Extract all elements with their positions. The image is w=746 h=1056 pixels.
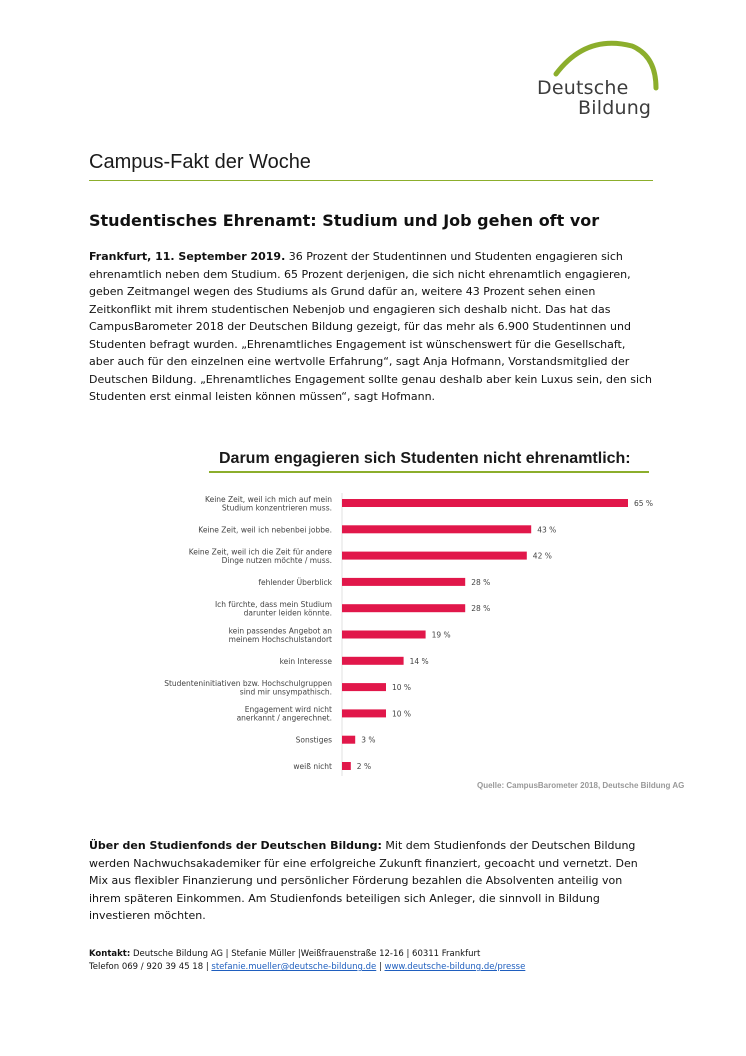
category-label-0: Keine Zeit, weil ich mich auf mein <box>205 494 332 504</box>
category-label-8: anerkannt / angerechnet. <box>236 713 332 723</box>
logo-line-1: Deutsche <box>537 77 629 99</box>
about-line: ihrem späteren Einkommen. Am Studienfonds beteiligen sich Anleger, die sinnvoll in Bildung <box>89 891 600 905</box>
category-label-1: Keine Zeit, weil ich nebenbei jobbe. <box>198 525 332 535</box>
bar-7 <box>342 683 386 691</box>
logo-line-2: Bildung <box>578 97 652 119</box>
category-label-8: Engagement wird nicht <box>244 705 332 715</box>
category-label-3: fehlender Überblick <box>258 577 332 587</box>
about-line: investieren möchten. <box>89 909 206 922</box>
intro-line: ehrenamtlich neben dem Studium. 65 Prozent derjenigen, die sich nicht ehrenamtlich engagieren, <box>89 267 631 281</box>
bar-5 <box>342 631 426 639</box>
chart-title: Darum engagieren sich Studenten nicht ehrenamtlich: <box>219 450 631 467</box>
value-label-8: 10 % <box>392 709 412 719</box>
category-label-2: Keine Zeit, weil ich die Zeit für andere <box>188 547 332 557</box>
contact-line-1: Kontakt: Deutsche Bildung AG | Stefanie Müller |Weißfrauenstraße 12-16 | 60311 Frankfurt <box>89 949 481 959</box>
contact-block <box>89 948 525 974</box>
value-label-7: 10 % <box>392 683 412 693</box>
bar-9 <box>342 736 355 744</box>
value-label-0: 65 % <box>634 499 654 508</box>
category-label-5: meinem Hochschulstandort <box>228 634 332 644</box>
bar-4 <box>342 604 465 612</box>
intro-line: geben Zeitmangel wegen des Studiums als Grund dafür an, weitere 43 Prozent sehen einen <box>89 285 596 298</box>
value-label-2: 42 % <box>532 551 552 561</box>
category-label-9: Sonstiges <box>295 735 332 745</box>
about-line: Über den Studienfonds der Deutschen Bildung: Mit dem Studienfonds der Deutschen Bildung <box>89 839 636 852</box>
contact-label: Kontakt: <box>89 949 131 959</box>
value-label-6: 14 % <box>409 656 429 666</box>
dateline: Frankfurt, 11. September 2019. <box>89 250 286 263</box>
bar-1 <box>342 525 531 533</box>
bar-3 <box>342 578 465 586</box>
about-paragraph <box>89 837 649 925</box>
category-label-0: Studium konzentrieren muss. <box>221 503 332 513</box>
bar-8 <box>342 709 386 717</box>
category-label-2: Dinge nutzen möchte / muss. <box>221 555 332 565</box>
intro-line: Zeitkonflikt mit ihrem studentischen Nebenjob und engagieren sich deshalb nicht. Das hat das <box>89 302 611 316</box>
bar-0 <box>342 499 628 507</box>
bar-10 <box>342 762 351 770</box>
chart-source: Quelle: CampusBarometer 2018, Deutsche Bildung AG <box>477 781 685 790</box>
category-label-6: kein Interesse <box>279 656 332 666</box>
value-label-4: 28 % <box>471 604 491 614</box>
value-label-9: 3 % <box>361 735 376 745</box>
intro-line: CampusBarometer 2018 der Deutschen Bildung gezeigt, für das mehr als 6.900 Studentinnen und <box>89 320 631 333</box>
category-label-4: Ich fürchte, dass mein Studium <box>214 599 332 609</box>
article-headline: Studentisches Ehrenamt: Studium und Job gehen oft vor <box>89 211 600 230</box>
intro-line: aber auch für den einzelnen eine wertvolle Erfahrung“, sagt Anja Hofmann, Vorstandsmitglied der <box>89 355 630 368</box>
intro-line: Frankfurt, 11. September 2019. 36 Prozent der Studentinnen und Studenten engagieren sich <box>89 250 623 263</box>
section-title: Campus-Fakt der Woche <box>89 151 311 173</box>
category-label-4: darunter leiden könnte. <box>243 608 332 618</box>
category-label-7: sind mir unsympathisch. <box>239 687 332 697</box>
about-line: Mix aus flexibler Finanzierung und persönlicher Förderung bezahlen die Absolventen anteilig von <box>89 874 623 887</box>
value-label-3: 28 % <box>471 577 491 587</box>
bar-6 <box>342 657 404 665</box>
intro-line: Deutschen Bildung. „Ehrenamtliches Engagement sollte genau deshalb aber kein Luxus sein, den sich <box>89 372 653 386</box>
contact-line-2: Telefon 069 / 920 39 45 18 | stefanie.mueller@deutsche-bildung.de | www.deutsche-bildung.de/presse <box>89 962 526 972</box>
bar-2 <box>342 552 527 560</box>
about-label: Über den Studienfonds der Deutschen Bildung: <box>89 839 382 852</box>
value-label-10: 2 % <box>356 762 372 771</box>
about-line: werden Nachwuchsakademiker für eine erfolgreiche Zukunft finanziert, gecoacht und vernetzt. Den <box>89 856 638 870</box>
value-label-1: 43 % <box>537 525 557 535</box>
email-link[interactable]: stefanie.mueller@deutsche-bildung.de <box>211 962 377 972</box>
category-label-10: weiß nicht <box>293 762 332 771</box>
value-label-5: 19 % <box>431 630 451 640</box>
category-label-5: kein passendes Angebot an <box>228 626 332 636</box>
phone-text: Telefon 069 / 920 39 45 18 | <box>89 962 212 972</box>
website-link[interactable]: www.deutsche-bildung.de/presse <box>384 962 526 972</box>
category-label-7: Studenteninitiativen bzw. Hochschulgruppen <box>164 678 332 688</box>
intro-line: Studenten befragt wurden. „Ehrenamtliches Engagement ist wünschenswert für die Gesellschaft, <box>89 337 626 351</box>
intro-line: Studenten erst einmal leisten können müssen“, sagt Hofmann. <box>89 390 436 403</box>
